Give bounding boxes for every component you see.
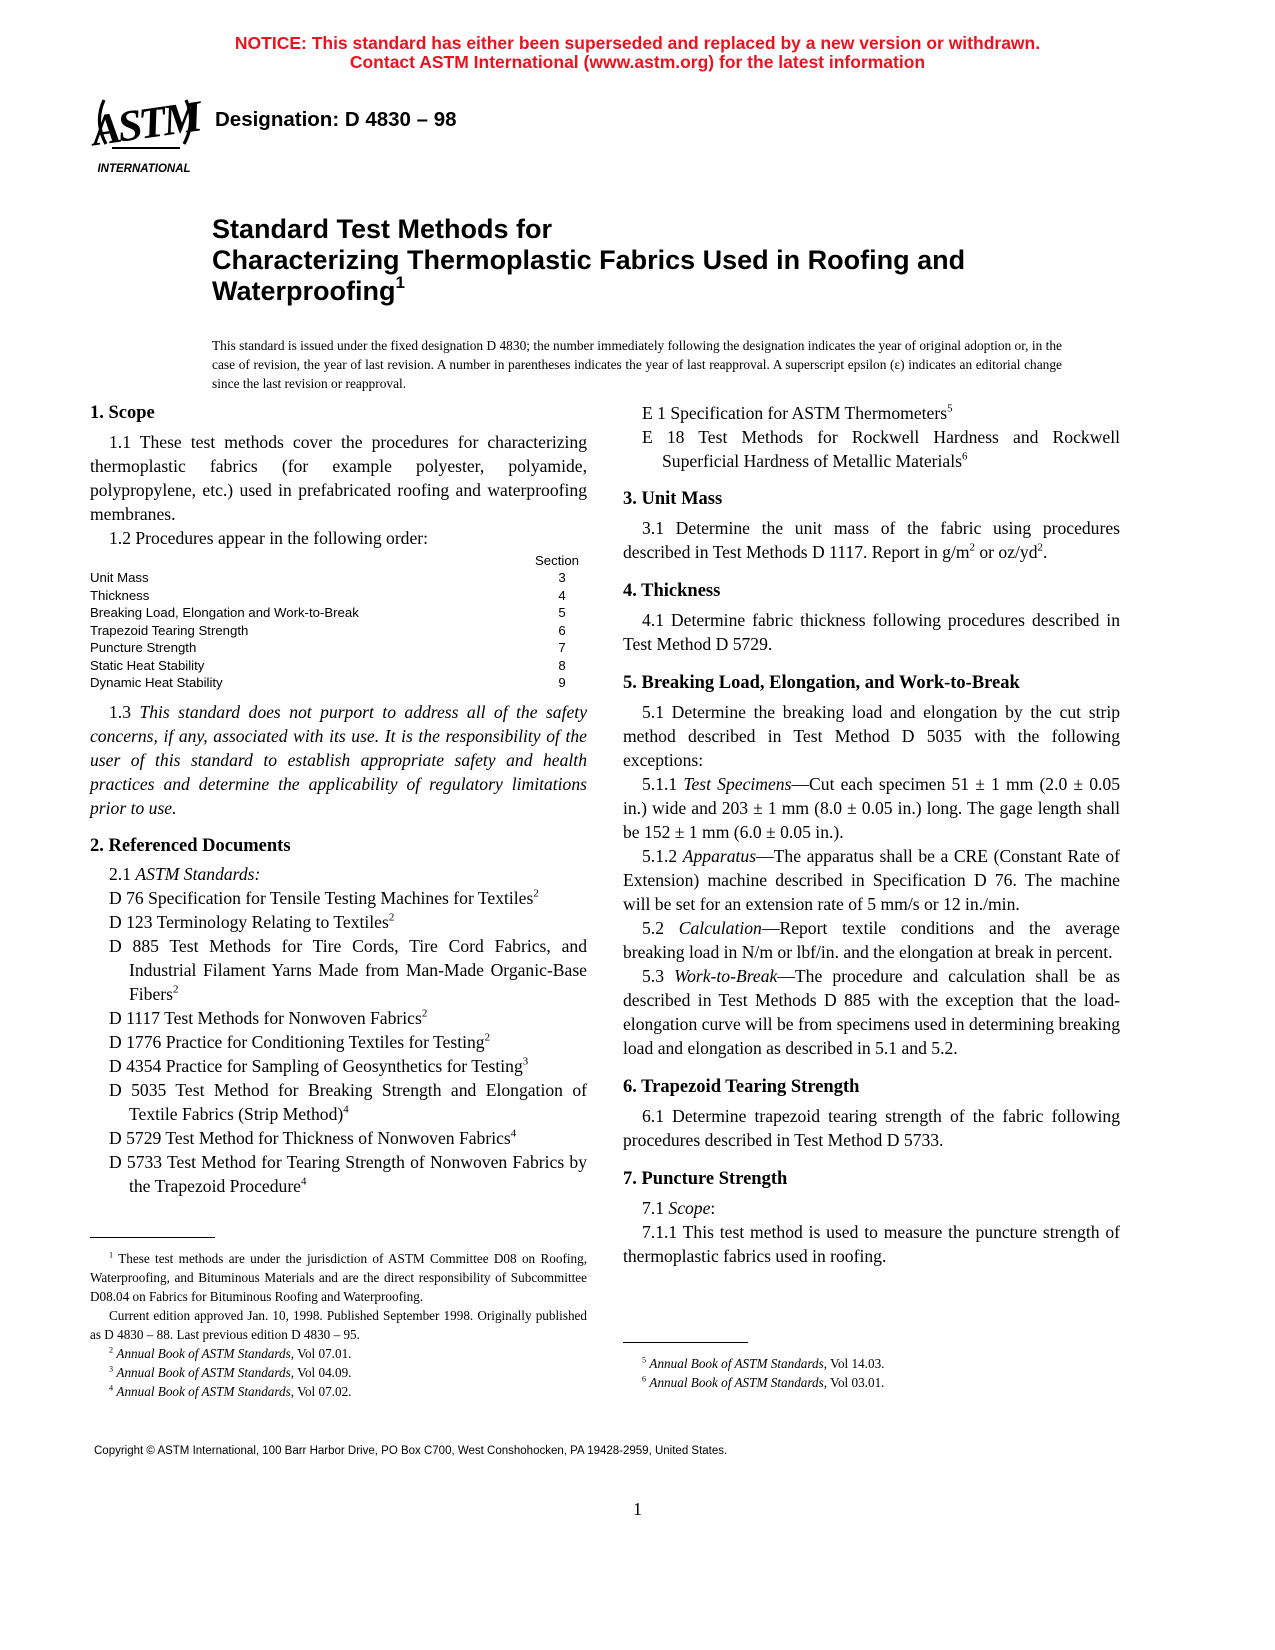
footnote-divider-right (623, 1342, 748, 1343)
section-2-heading: 2. Referenced Documents (90, 835, 291, 856)
toc-row: Breaking Load, Elongation and Work-to-Break 5 (90, 605, 566, 620)
right-column (623, 401, 1120, 1268)
list-item: D 1117 Test Methods for Nonwoven Fabrics$^2$ (109, 1006, 428, 1028)
list-item: D 76 Specification for Tensile Testing Machines for Textiles$^2$ (109, 886, 539, 908)
section-5-heading: 5. Breaking Load, Elongation, and Work-to-Break (623, 673, 1020, 693)
list-item: D 123 Terminology Relating to Textiles$^2$ (109, 910, 395, 932)
section-3-heading: 3. Unit Mass (623, 489, 723, 509)
toc-header: Section (535, 553, 579, 568)
footnote-divider (90, 1237, 215, 1238)
title-line-1: Standard Test Methods for (212, 214, 553, 244)
title-footnote-ref: 1 (395, 273, 405, 293)
footnote-2: $^2$ Annual Book of ASTM Standards, Vol 07.01. (109, 1345, 352, 1361)
section-6-heading: 6. Trapezoid Tearing Strength (623, 1077, 860, 1097)
list-item: D 1776 Practice for Conditioning Textiles for Testing$^2$ (109, 1030, 491, 1052)
designation: Designation: D 4830 – 98 (215, 108, 457, 131)
footnote-4: $^4$ Annual Book of ASTM Standards, Vol 07.02. (109, 1383, 352, 1399)
toc-row: Puncture Strength 7 (90, 640, 566, 655)
list-item: D 5733 Test Method for Tearing Strength of Nonwoven Fabrics by the Trapezoid Procedure$^4$ (109, 1151, 587, 1196)
notice-line-1: NOTICE: This standard has either been superseded and replaced by a new version or withdrawn. (234, 33, 1041, 53)
footnote-5: $^5$ Annual Book of ASTM Standards, Vol 14.03. (642, 1355, 885, 1371)
footnotes-right (623, 1354, 1120, 1392)
toc-row: Trapezoid Tearing Strength 6 (90, 622, 566, 638)
list-item: D 5035 Test Method for Breaking Strength and Elongation of Textile Fabrics (Strip Method)$^4$ (109, 1079, 587, 1124)
toc-row: Static Heat Stability 8 (90, 657, 566, 673)
title-line-2: Characterizing Thermoplastic Fabrics Used in Roofing and (212, 245, 966, 275)
para-2-1: 2.1 ASTM Standards: (109, 863, 261, 884)
toc-row: Dynamic Heat Stability 9 (90, 675, 566, 690)
issuance-statement: This standard is issued under the fixed designation D 4830; the number immediately following the designation indicates the year of original adoption or, in the case of revision, the year of last revision. A number in parentheses indicates the year of last reapproval. A superscript epsilon (ε) indicates an editorial change since the last revision or reapproval. (212, 338, 1062, 391)
footnotes-left (90, 1249, 587, 1401)
para-5-3: 5.3 Work-to-Break—The procedure and calculation shall be as described in Test Methods D 885 with the exception that the load-elongation curve will be from specimens used in determining breaking load and elongation as described in 5.1 and 5.2. (623, 966, 1120, 1058)
list-item: D 4354 Practice for Sampling of Geosynthetics for Testing$^3$ (109, 1054, 529, 1076)
footnote-6: $^6$ Annual Book of ASTM Standards, Vol 03.01. (642, 1374, 885, 1390)
para-1-3: 1.3 This standard does not purport to address all of the safety concerns, if any, associated with its use. It is the responsibility of the user of this standard to establish appropriate safety and health practices and determine the applicability of regulatory limitations prior to use. (90, 701, 587, 818)
para-5-1-2: 5.1.2 Apparatus—The apparatus shall be a CRE (Constant Rate of Extension) machine described in Specification D 76. The machine will be set for an extension rate of 5 mm/s or 12 in./min. (623, 846, 1121, 914)
page-title (212, 214, 965, 307)
para-6-1: 6.1 Determine trapezoid tearing strength of the fabric following procedures described in Test Method D 5733. (623, 1106, 1120, 1150)
para-5-2: 5.2 Calculation—Report textile conditions and the average breaking load in N/m or lbf/in. and the elongation at break in percent. (623, 918, 1120, 962)
list-item: D 885 Test Methods for Tire Cords, Tire Cord Fabrics, and Industrial Filament Yarns Made from Man-Made Organic-Base Fibers$^2$ (109, 935, 587, 1004)
copyright-notice: Copyright © ASTM International, 100 Barr Harbor Drive, PO Box C700, West Conshohocken, PA 19428-2959, United States. (94, 1445, 728, 1457)
section-1-heading: 1. Scope (90, 403, 155, 423)
footnote-1b: Current edition approved Jan. 10, 1998. Published September 1998. Originally published as D 4830 – 88. Last previous edition D 4830 – 95. (90, 1308, 587, 1342)
para-1-1: 1.1 These test methods cover the procedures for characterizing thermoplastic fabrics (for example polyester, polyamide, polypropylene, etc.) used in prefabricated roofing and waterproofing membranes. (90, 432, 587, 524)
section-4-heading: 4. Thickness (623, 581, 721, 601)
referenced-documents-list (90, 886, 587, 1198)
page-number: 1 (633, 1499, 642, 1519)
para-7-1: 7.1 Scope: (642, 1198, 716, 1218)
list-item: E 1 Specification for ASTM Thermometers$^5$ (642, 402, 953, 423)
svg-text:ASTM: ASTM (90, 91, 202, 156)
para-5-1-1: 5.1.1 Test Specimens—Cut each specimen 51 ± 1 mm (2.0 ± 0.05 in.) wide and 203 ± 1 mm (8.0 ± 0.05 in.) long. The gage length shall be 152 ± 1 mm (6.0 ± 0.05 in.). (623, 774, 1120, 842)
footnote-3: $^3$ Annual Book of ASTM Standards, Vol 04.09. (109, 1364, 352, 1380)
list-item: E 18 Test Methods for Rockwell Hardness and Rockwell Superficial Hardness of Metallic Materials$^6$ (642, 427, 1120, 471)
para-4-1: 4.1 Determine fabric thickness following procedures described in Test Method D 5729. (623, 610, 1120, 654)
para-3-1: 3.1 Determine the unit mass of the fabric using procedures described in Test Methods D 1117. Report in $g/m^2$ or $oz/yd^2$. (623, 518, 1120, 562)
title-line-3: Waterproofing (212, 276, 396, 306)
para-1-2: 1.2 Procedures appear in the following order: (109, 528, 429, 548)
footnote-1: $^1$ These test methods are under the jurisdiction of ASTM Committee D08 on Roofing, Waterproofing, and Bituminous Materials and are the direct responsibility of Subcommittee D08.04 on Fabrics for Bituminous Roofing and Waterproofing. (90, 1250, 588, 1304)
section-7-heading: 7. Puncture Strength (623, 1169, 788, 1189)
para-5-1: 5.1 Determine the breaking load and elongation by the cut strip method described in Test Method D 5035 with the following exceptions: (623, 702, 1120, 770)
notice-line-2: Contact ASTM International (www.astm.org) for the latest information (349, 52, 926, 72)
svg-text:INTERNATIONAL: INTERNATIONAL (97, 163, 191, 175)
list-item: D 5729 Test Method for Thickness of Nonwoven Fabrics$^4$ (109, 1126, 517, 1148)
section-order-table (90, 552, 587, 692)
toc-row: Thickness 4 (90, 587, 566, 603)
para-7-1-1: 7.1.1 This test method is used to measure the puncture strength of thermoplastic fabrics used in roofing. (623, 1222, 1120, 1266)
toc-row: Unit Mass 3 (90, 570, 566, 585)
referenced-documents-list-continued (623, 401, 1120, 473)
left-column (90, 401, 587, 1198)
astm-logo-icon (90, 82, 202, 178)
